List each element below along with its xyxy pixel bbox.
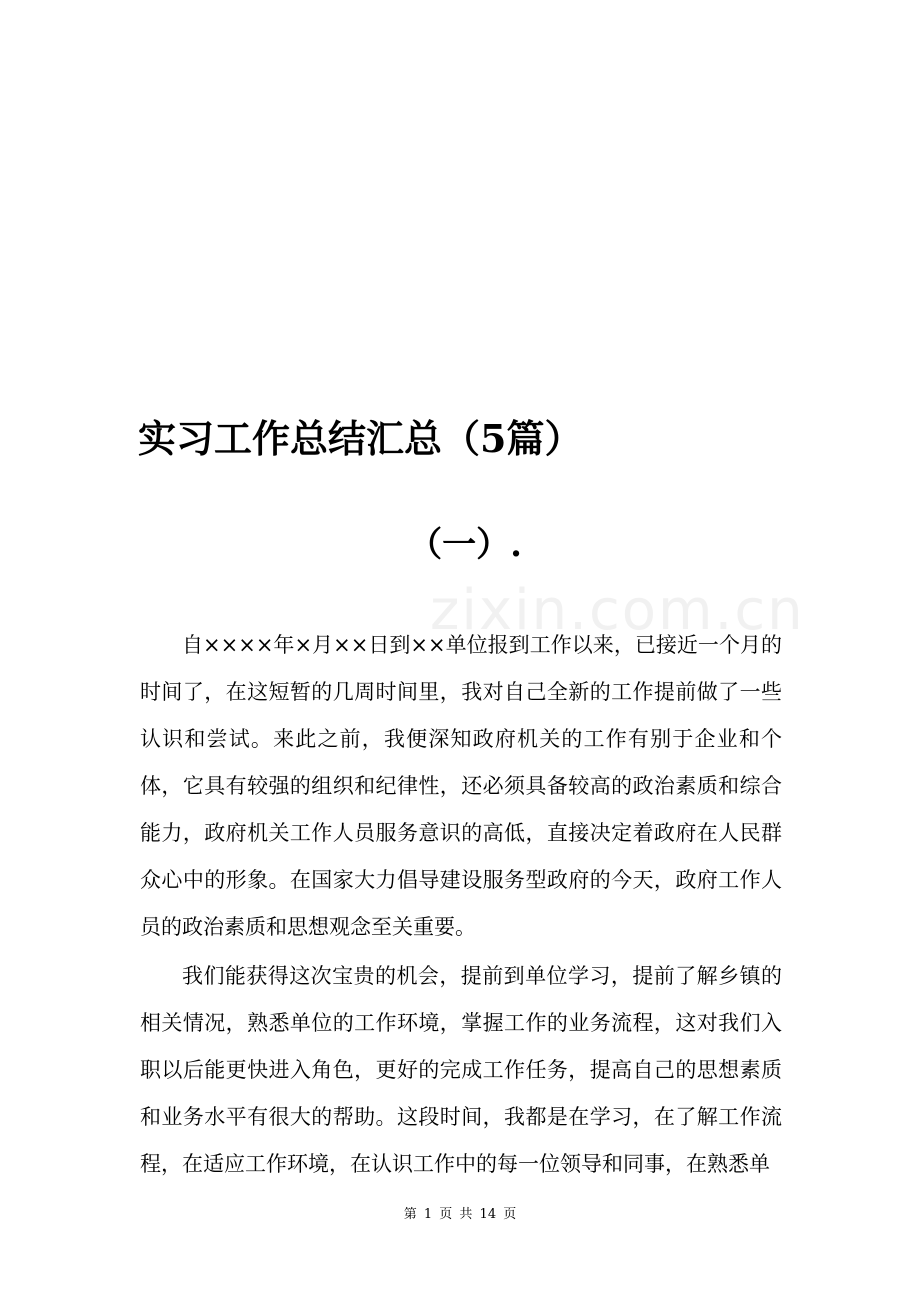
- document-title: 实习工作总结汇总（5篇）: [138, 416, 583, 461]
- paragraph-2: 我们能获得这次宝贵的机会，提前到单位学习，提前了解乡镇的相关情况，熟悉单位的工作环境，掌握工作的业务流程，这对我们入职以后能更快进入角色，更好的完成工作任务，提高自己的思想素质和业务水平有很大的帮助。这段时间，我都是在学习，在了解工作流程，在适应工作环境，在认识工作中的每一位领导和同事，在熟悉单: [140, 964, 782, 1176]
- page-footer: 第 1 页 共 14 页: [403, 1207, 517, 1222]
- paragraph-1: 自××××年×月××日到××单位报到工作以来，已接近一个月的时间了，在这短暂的几周时间里，我对自己全新的工作提前做了一些认识和尝试。来此之前，我便深知政府机关的工作有别于企业和个体，它具有较强的组织和纪律性，还必须具备较高的政治素质和综合能力，政府机关工作人员服务意识的高低，直接决定着政府在人民群众心中的形象。在国家大力倡导建设服务型政府的今天，政府工作人员的政治素质和思想观念至关重要。: [140, 633, 782, 939]
- section-heading: （一）.: [408, 525, 522, 565]
- watermark: zixin.com.cn: [430, 578, 805, 643]
- body-text: [140, 622, 782, 1188]
